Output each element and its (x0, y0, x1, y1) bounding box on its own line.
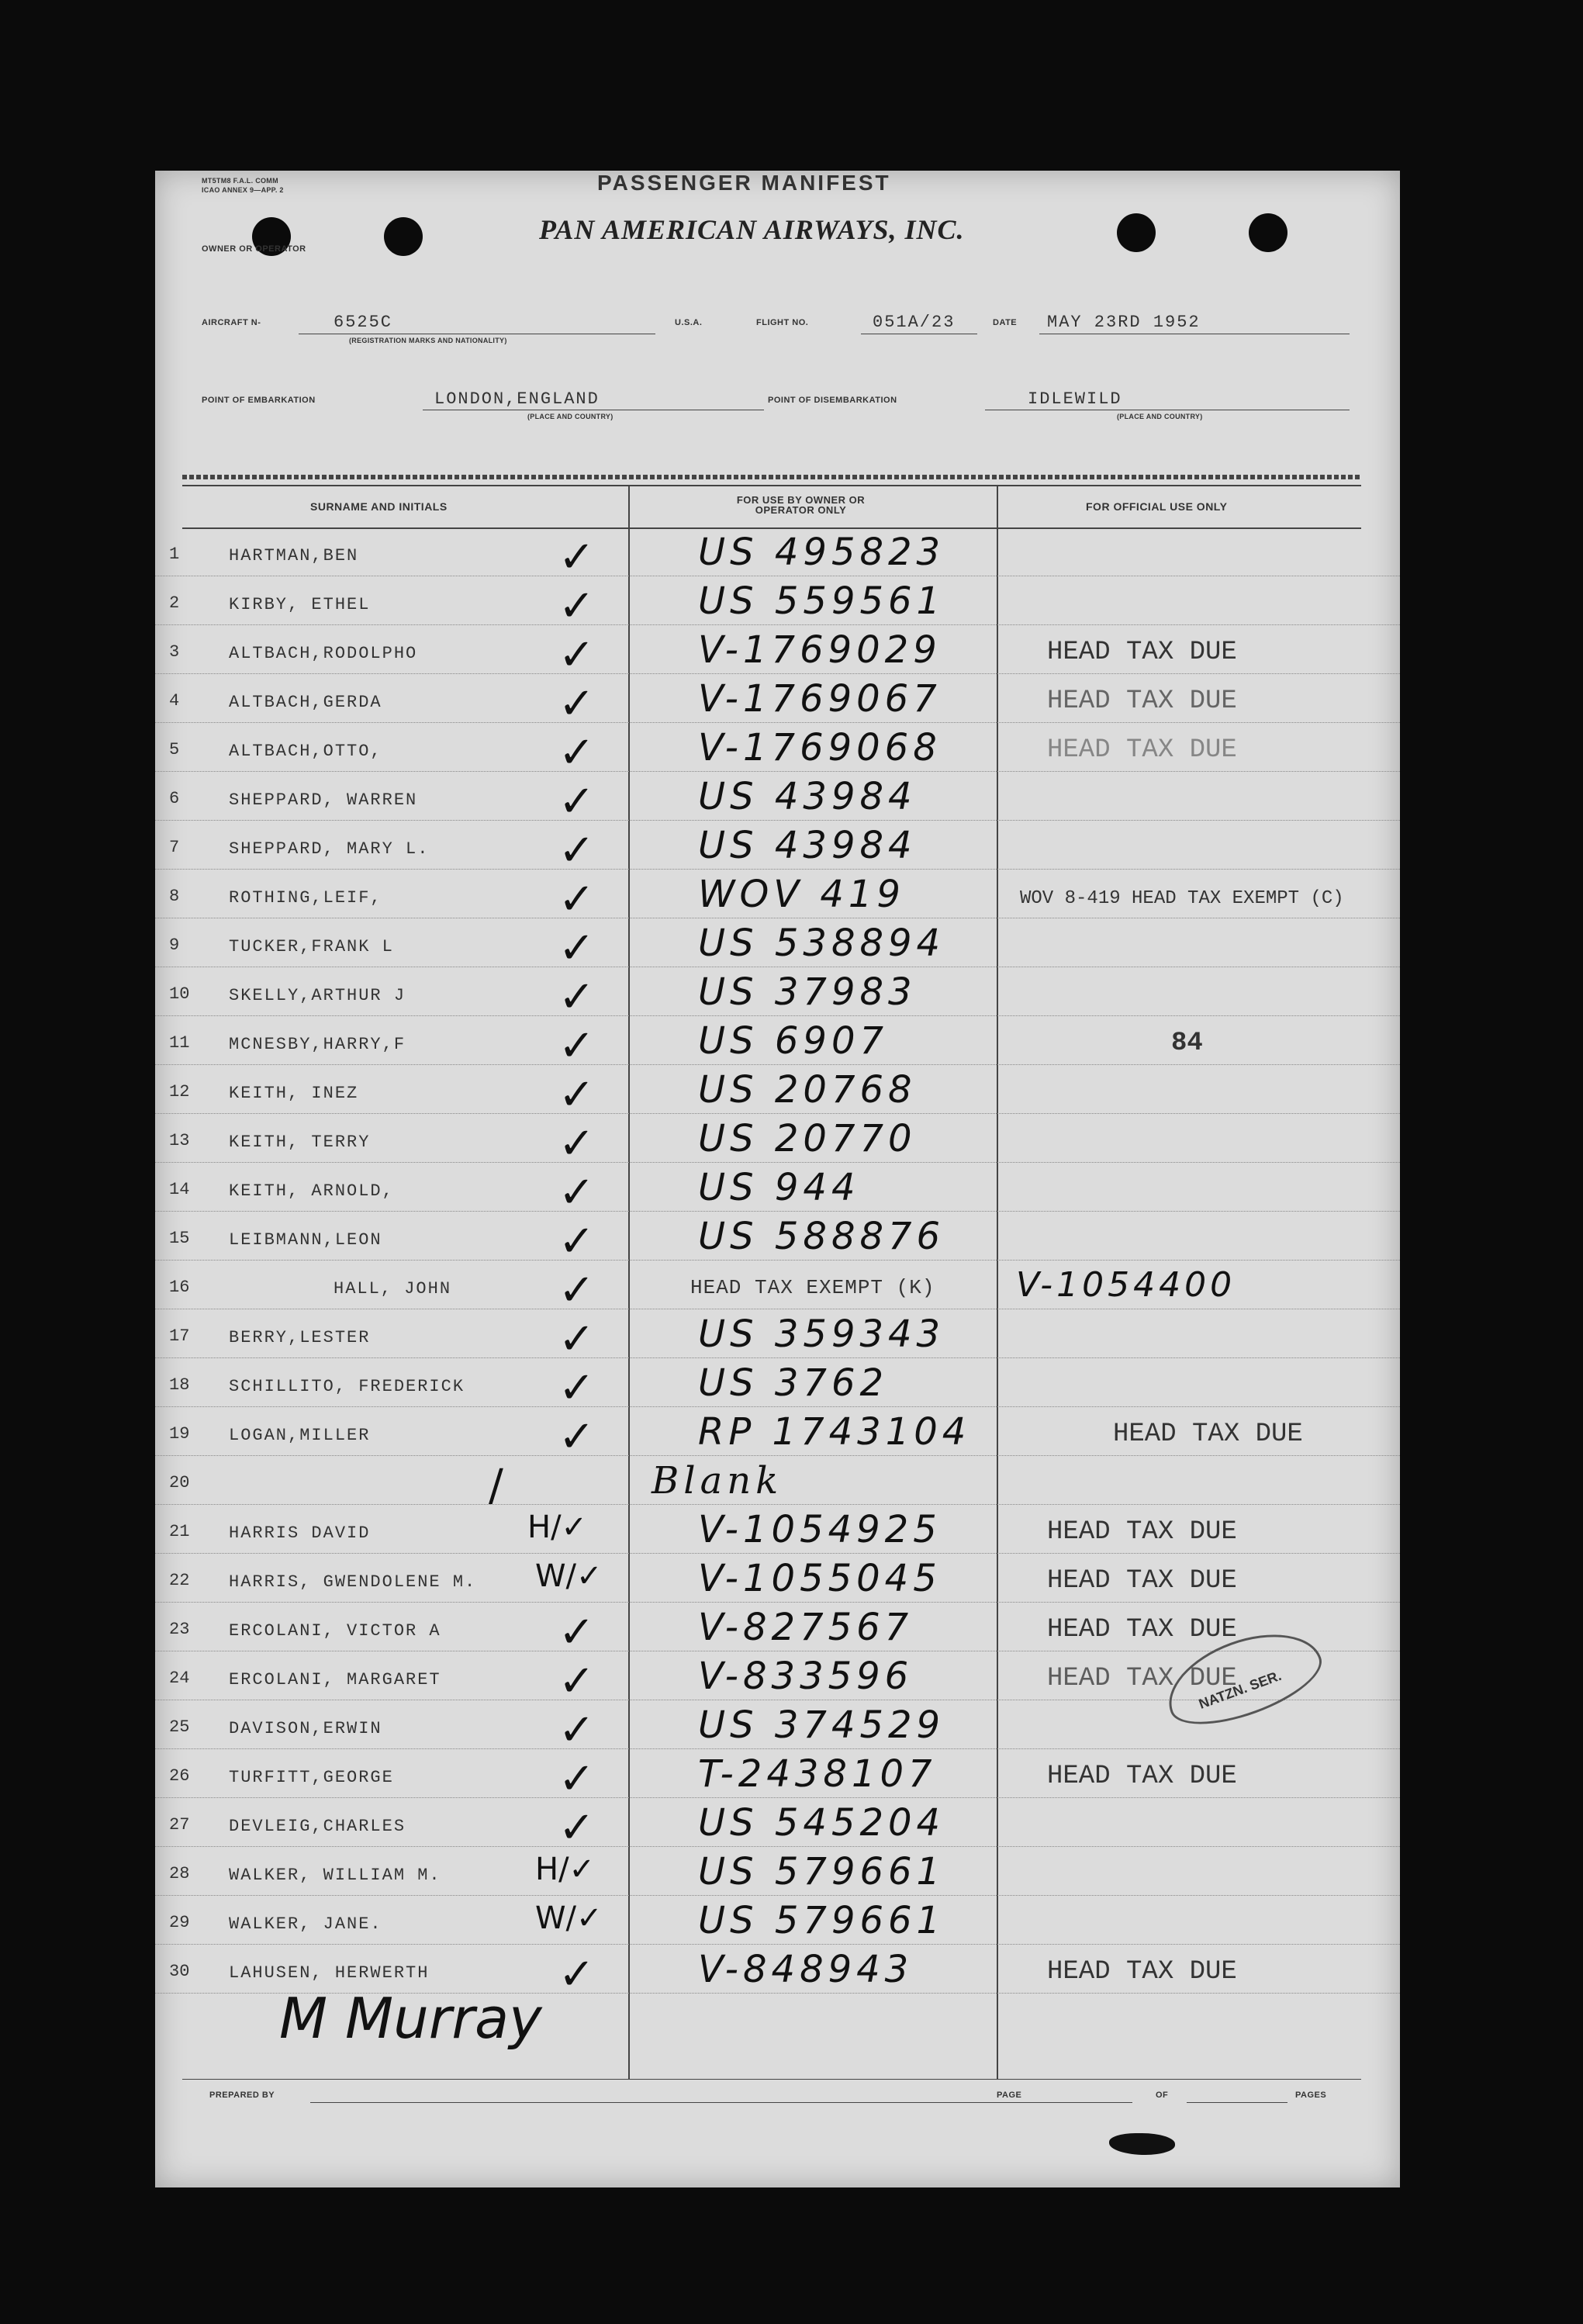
check-mark: W/✓ (535, 1558, 603, 1594)
passenger-row (155, 1459, 1400, 1513)
check-mark: ✓ (558, 1070, 595, 1120)
passenger-row (155, 628, 1400, 682)
form-title: PASSENGER MANIFEST (597, 171, 891, 195)
col-surname-header: SURNAME AND INITIALS (310, 500, 448, 513)
official-note: HEAD TAX DUE (1113, 1420, 1303, 1449)
row-number: 26 (169, 1766, 190, 1786)
passenger-name: SCHILLITO, FREDERICK (229, 1377, 465, 1396)
document-number: US 37983 (698, 970, 917, 1014)
punch-hole-3 (1117, 213, 1156, 252)
aircraft-value: 6525C (334, 313, 393, 332)
passenger-row (155, 1557, 1400, 1610)
official-note: V-1054400 (1016, 1265, 1236, 1305)
embark-value: LONDON,ENGLAND (434, 389, 600, 409)
check-mark: ✓ (558, 825, 595, 876)
row-number: 5 (169, 740, 180, 759)
signature: M Murray (279, 1986, 542, 2051)
manifest-sheet (155, 171, 1400, 2187)
check-mark: ✓ (558, 1754, 595, 1804)
passenger-row (155, 1801, 1400, 1855)
passenger-row (155, 1166, 1400, 1219)
passenger-name: WALKER, WILLIAM M. (229, 1866, 441, 1885)
row-number: 4 (169, 691, 180, 711)
row-number: 25 (169, 1717, 190, 1737)
passenger-name: MCNESBY,HARRY,F (229, 1035, 406, 1054)
document-number: US 43984 (698, 824, 917, 867)
check-mark: ✓ (558, 1705, 595, 1755)
passenger-name: KEITH, TERRY (229, 1133, 371, 1152)
passenger-name: LEIBMANN,LEON (229, 1230, 382, 1250)
check-mark: ✓ (558, 728, 595, 778)
check-mark: H/✓ (527, 1510, 588, 1545)
pages-label: PAGES (1295, 2091, 1327, 2100)
check-mark: ✓ (558, 679, 595, 729)
check-mark: H/✓ (535, 1852, 596, 1887)
date-label: DATE (993, 318, 1018, 327)
official-note: WOV 8-419 HEAD TAX EXEMPT (C) (1020, 888, 1344, 909)
row-number: 3 (169, 642, 180, 662)
check-mark: ✓ (558, 923, 595, 974)
row-number: 12 (169, 1082, 190, 1101)
official-note: 84 (1171, 1029, 1203, 1058)
col-official-header: FOR OFFICIAL USE ONLY (1086, 500, 1228, 513)
check-mark: / (489, 1461, 503, 1511)
disembark-value: IDLEWILD (1028, 389, 1122, 409)
passenger-name: ERCOLANI, VICTOR A (229, 1621, 441, 1641)
owner-operator-label: OWNER OR OPERATOR (202, 244, 306, 254)
official-note: HEAD TAX DUE (1047, 1566, 1237, 1596)
check-mark: ✓ (558, 1412, 595, 1462)
document-number: US 579661 (698, 1850, 945, 1893)
date-value: MAY 23RD 1952 (1047, 313, 1201, 332)
document-number: US 579661 (698, 1899, 945, 1942)
document-number: US 6907 (698, 1019, 889, 1063)
row-number: 18 (169, 1375, 190, 1395)
passenger-name: HALL, JOHN (334, 1279, 452, 1299)
document-number: V-848943 (698, 1948, 914, 1991)
row-number: 9 (169, 935, 180, 955)
official-note: HEAD TAX DUE (1047, 1517, 1237, 1547)
row-number: 29 (169, 1913, 190, 1932)
row-number: 15 (169, 1229, 190, 1248)
document-number: US 374529 (698, 1703, 945, 1747)
passenger-name: LOGAN,MILLER (229, 1426, 371, 1445)
passenger-row (155, 873, 1400, 926)
official-note: HEAD TAX DUE (1047, 1762, 1237, 1791)
row-number: 16 (169, 1278, 190, 1297)
check-mark: ✓ (558, 1314, 595, 1364)
passenger-row (155, 1019, 1400, 1073)
passenger-name: SHEPPARD, WARREN (229, 790, 418, 810)
row-number: 7 (169, 838, 180, 857)
document-number: WOV 419 (698, 873, 905, 916)
row-number: 14 (169, 1180, 190, 1199)
official-note: HEAD TAX DUE (1047, 686, 1237, 716)
passenger-row (155, 1508, 1400, 1561)
passenger-name: DAVISON,ERWIN (229, 1719, 382, 1738)
official-note: HEAD TAX DUE (1047, 1957, 1237, 1987)
official-note: HEAD TAX DUE (1047, 1615, 1237, 1644)
check-mark: ✓ (558, 1167, 595, 1218)
check-mark: ✓ (558, 874, 595, 925)
passenger-name: SKELLY,ARTHUR J (229, 986, 406, 1005)
punch-hole-2 (384, 217, 423, 256)
document-number: V-1769068 (698, 726, 942, 769)
check-mark: ✓ (558, 1265, 595, 1316)
row-number: 21 (169, 1522, 190, 1541)
passenger-row (155, 1215, 1400, 1268)
check-mark: ✓ (558, 581, 595, 631)
document-number: T-2438107 (698, 1752, 937, 1796)
check-mark: ✓ (558, 1607, 595, 1658)
check-mark: ✓ (558, 1021, 595, 1071)
document-number: US 3762 (698, 1361, 889, 1405)
passenger-row (155, 1361, 1400, 1415)
aircraft-sublabel: (REGISTRATION MARKS AND NATIONALITY) (349, 337, 507, 344)
passenger-name: TURFITT,GEORGE (229, 1768, 394, 1787)
passenger-name: HARRIS DAVID (229, 1523, 371, 1543)
passenger-name: KEITH, INEZ (229, 1084, 359, 1103)
disembark-sublabel: (PLACE AND COUNTRY) (1117, 413, 1203, 420)
check-mark: ✓ (558, 1363, 595, 1413)
row-number: 13 (169, 1131, 190, 1150)
passenger-row (155, 922, 1400, 975)
document-number: US 20768 (698, 1068, 917, 1112)
document-number: RP 1743104 (698, 1410, 971, 1454)
row-number: 22 (169, 1571, 190, 1590)
passenger-row (155, 1850, 1400, 1904)
check-mark: ✓ (558, 1949, 595, 2000)
passenger-row (155, 824, 1400, 877)
check-mark: ✓ (558, 972, 595, 1022)
row-number: 28 (169, 1864, 190, 1883)
official-note: HEAD TAX DUE (1047, 735, 1237, 765)
punch-hole-4 (1249, 213, 1287, 252)
document-number: V-1769029 (698, 628, 942, 672)
check-mark: ✓ (558, 1119, 595, 1169)
row-number: 8 (169, 887, 180, 906)
passenger-row (155, 531, 1400, 584)
row-number: 2 (169, 593, 180, 613)
check-mark: ✓ (558, 1216, 595, 1267)
document-number: V-1054925 (698, 1508, 942, 1551)
prepared-by-label: PREPARED BY (209, 2091, 275, 2100)
aircraft-label: AIRCRAFT N- (202, 318, 261, 327)
passenger-name: KEITH, ARNOLD, (229, 1181, 394, 1201)
row-number: 17 (169, 1326, 190, 1346)
passenger-row (155, 579, 1400, 633)
document-number: HEAD TAX EXEMPT (K) (690, 1276, 935, 1299)
passenger-name: WALKER, JANE. (229, 1914, 382, 1934)
document-number: V-1055045 (698, 1557, 942, 1600)
page-label: PAGE (997, 2091, 1022, 2100)
row-number: 30 (169, 1962, 190, 1981)
document-number: Blank (652, 1459, 783, 1503)
passenger-name: ALTBACH,GERDA (229, 693, 382, 712)
document-number: US 545204 (698, 1801, 945, 1845)
row-number: 23 (169, 1620, 190, 1639)
passenger-row (155, 1312, 1400, 1366)
document-number: US 495823 (698, 531, 945, 574)
passenger-name: ALTBACH,OTTO, (229, 742, 382, 761)
document-number: V-1769067 (698, 677, 942, 721)
row-number: 6 (169, 789, 180, 808)
passenger-name: ERCOLANI, MARGARET (229, 1670, 441, 1689)
document-number: US 43984 (698, 775, 917, 818)
passenger-name: LAHUSEN, HERWERTH (229, 1963, 430, 1983)
passenger-row (155, 1068, 1400, 1122)
of-label: OF (1156, 2091, 1169, 2100)
company-name: PAN AMERICAN AIRWAYS, INC. (539, 214, 965, 245)
passenger-row (155, 726, 1400, 780)
passenger-row (155, 775, 1400, 828)
document-number: US 20770 (698, 1117, 917, 1160)
row-number: 20 (169, 1473, 190, 1492)
document-number: US 538894 (698, 922, 945, 965)
row-number: 1 (169, 545, 180, 564)
passenger-name: KIRBY, ETHEL (229, 595, 371, 614)
passenger-row (155, 1117, 1400, 1171)
check-mark: ✓ (558, 1656, 595, 1707)
passenger-name: ROTHING,LEIF, (229, 888, 382, 908)
embark-label: POINT OF EMBARKATION (202, 396, 316, 405)
check-mark: ✓ (558, 776, 595, 827)
passenger-row (155, 1410, 1400, 1464)
passenger-name: BERRY,LESTER (229, 1328, 371, 1347)
passenger-row (155, 1899, 1400, 1952)
passenger-row (155, 970, 1400, 1024)
check-mark: ✓ (558, 532, 595, 583)
passenger-name: ALTBACH,RODOLPHO (229, 644, 418, 663)
row-number: 27 (169, 1815, 190, 1835)
document-number: US 559561 (698, 579, 945, 623)
row-number: 19 (169, 1424, 190, 1444)
passenger-name: DEVLEIG,CHARLES (229, 1817, 406, 1836)
disembark-label: POINT OF DISEMBARKATION (768, 396, 897, 405)
form-code-2: ICAO ANNEX 9—APP. 2 (202, 186, 284, 194)
row-number: 24 (169, 1669, 190, 1688)
passenger-name: HARTMAN,BEN (229, 546, 359, 565)
passenger-name: SHEPPARD, MARY L. (229, 839, 430, 859)
document-number: US 359343 (698, 1312, 945, 1356)
official-note: HEAD TAX DUE (1047, 638, 1237, 667)
passenger-row (155, 677, 1400, 731)
document-number: US 588876 (698, 1215, 945, 1258)
check-mark: ✓ (558, 1803, 595, 1853)
stamp-text: NATZN. SER. (1196, 1667, 1284, 1712)
ink-blot (1109, 2133, 1175, 2155)
document-number: V-833596 (698, 1655, 914, 1698)
row-number: 11 (169, 1033, 190, 1053)
document-number: V-827567 (698, 1606, 914, 1649)
passenger-row (155, 1752, 1400, 1806)
check-mark: ✓ (558, 630, 595, 680)
usa-label: U.S.A. (675, 318, 703, 327)
check-mark: W/✓ (535, 1900, 603, 1936)
passenger-name: HARRIS, GWENDOLENE M. (229, 1572, 477, 1592)
passenger-name: TUCKER,FRANK L (229, 937, 394, 956)
col-owner-header: FOR USE BY OWNER OR OPERATOR ONLY (736, 494, 866, 516)
form-code-1: MT5TM8 F.A.L. COMM (202, 177, 278, 185)
flight-value: 051A/23 (873, 313, 956, 332)
row-number: 10 (169, 984, 190, 1004)
embark-sublabel: (PLACE AND COUNTRY) (527, 413, 613, 420)
document-number: US 944 (698, 1166, 860, 1209)
official-note: HEAD TAX DUE (1047, 1664, 1237, 1693)
passenger-row (155, 1265, 1400, 1317)
flight-label: FLIGHT NO. (756, 318, 809, 327)
